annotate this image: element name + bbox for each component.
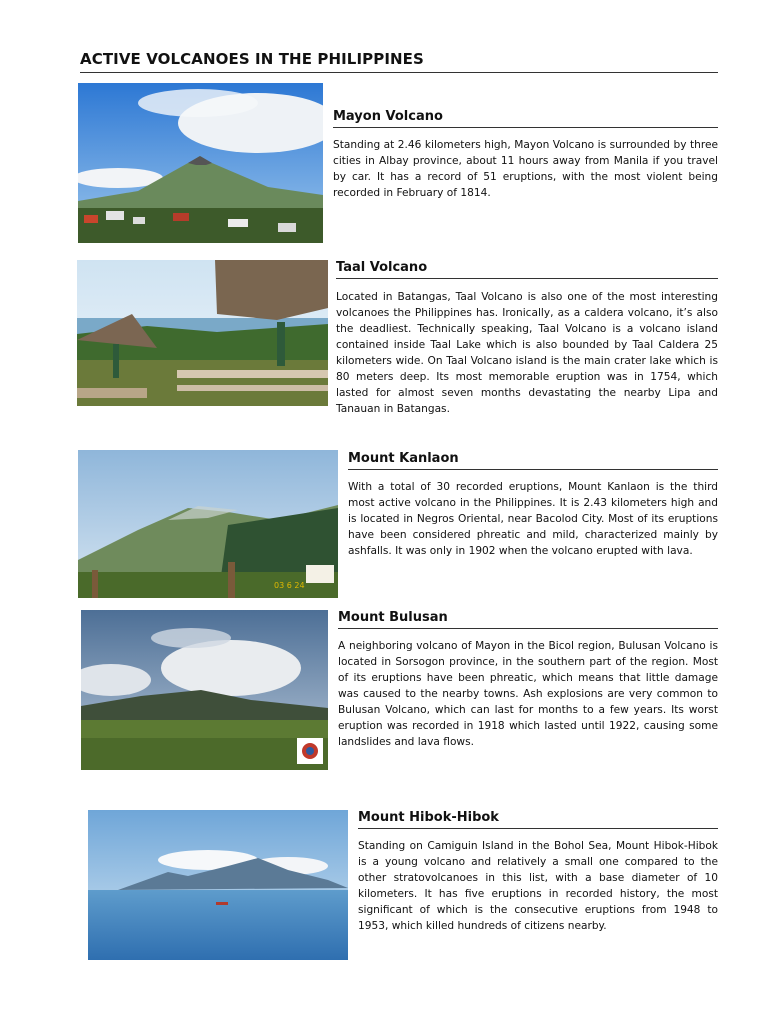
entry-body: With a total of 30 recorded eruptions, Mount Kanlaon is the third most active volcano in the Philippines. It is 2.43 kilometers high and is located in Negros Oriental, near Bacolod City. Most of its eruptions have been considered phreatic and mild, characterized mainly by ashfalls. It was only in 1902 when the volcano erupted with lava. — [348, 481, 718, 557]
photo-timestamp: 03 6 24 — [274, 581, 305, 590]
entry-heading: Mayon Volcano — [333, 109, 718, 128]
entry-body: Standing at 2.46 kilometers high, Mayon Volcano is surrounded by three cities in Albay province, about 11 hours away from Manila if you travel by car. It has a record of 51 eruptions, with the most violent being recorded in February of 1814. — [333, 139, 718, 199]
entry-heading: Mount Kanlaon — [348, 451, 718, 470]
mayon-volcano-photo — [78, 83, 323, 243]
mount-kanlaon-photo — [78, 450, 338, 598]
entry-body: A neighboring volcano of Mayon in the Bicol region, Bulusan Volcano is located in Sorsogon province, in the southern part of the region. Most of its eruptions have been phreatic, which means that little damage was caused to the nearby towns. Ash explosions are very common to Bulusan Volcano, which can last for months to a few years. Its worst eruption was recorded in 1918 which lasted until 1922, causing some landslides and lava flows. — [338, 640, 718, 748]
mount-bulusan-photo — [81, 610, 328, 770]
taal-volcano-photo — [77, 260, 328, 406]
entry-heading: Taal Volcano — [336, 260, 718, 279]
entry-body: Located in Batangas, Taal Volcano is also one of the most interesting volcanoes the Philippines has. Ironically, as a caldera volcano, it’s also the deadliest. Technically speaking, Taal Volcano is a volcano island contained inside Taal Lake which is also bounded by Taal Caldera 25 kilometers wide. On Taal Volcano island is the main crater lake which is 80 meters deep. Its most memorable eruption was in 1754, which lasted for almost seven months devastating the nearby Lipa and Tanauan in Batangas. — [336, 291, 718, 415]
mount-hibok-hibok-photo — [88, 810, 348, 960]
entry-body: Standing on Camiguin Island in the Bohol Sea, Mount Hibok-Hibok is a young volcano and relatively a small one compared to the other stratovolcanoes in this list, with a base diameter of 10 kilometers. It has five eruptions in recorded history, the most significant of which is the consecutive eruptions from 1948 to 1953, which killed hundreds of citizens nearby. — [358, 840, 718, 932]
entry-heading: Mount Bulusan — [338, 610, 718, 629]
page-title: ACTIVE VOLCANOES IN THE PHILIPPINES — [80, 50, 718, 73]
entry-heading: Mount Hibok-Hibok — [358, 810, 718, 829]
